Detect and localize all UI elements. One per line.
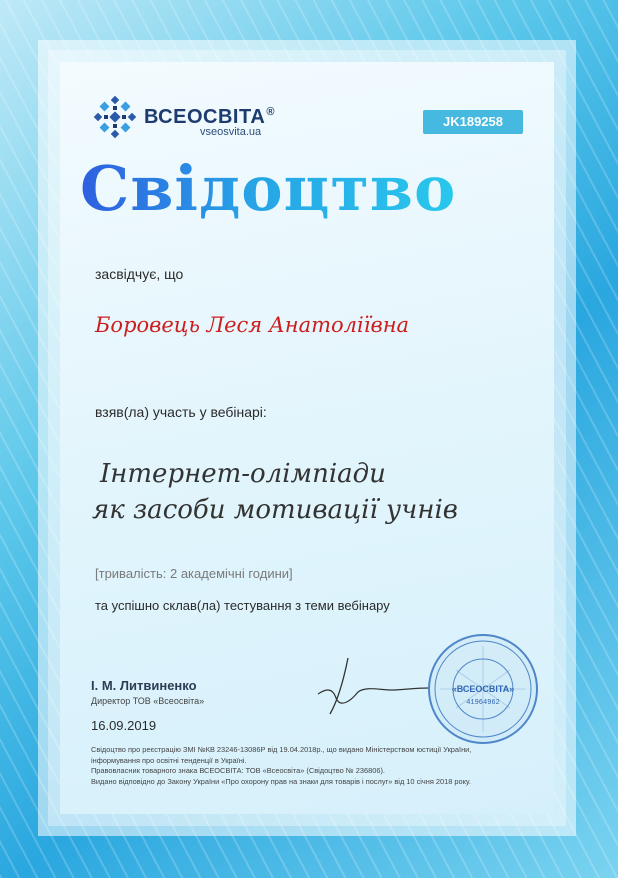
certificate-title: Свідоцтво <box>80 152 457 225</box>
certifies-text: засвідчує, що <box>95 266 184 282</box>
fine-print <box>91 745 551 787</box>
snowflake-ornament-icon <box>92 94 138 140</box>
director-name: І. М. Литвиненко <box>91 678 197 693</box>
fine-print-line: Свідоцтво про реєстрацію ЗМІ №КВ 23246-13086Р від 19.04.2018р., що видано Міністерством юстиції України, <box>91 745 472 754</box>
fine-print-line: Правовласник товарного знака ВСЕОСВІТА: ТОВ «Всеосвіта» (Свідоцтво № 236806). <box>91 766 385 775</box>
brand-name: ВСЕОСВІТА® <box>144 106 275 128</box>
director-signature <box>310 650 430 720</box>
certificate-id-badge: JK189258 <box>423 110 523 134</box>
fine-print-line: Видано відповідно до Закону України «Про охорону прав на знаки для товарів і послуг» від 10 січня 2018 року. <box>91 776 471 786</box>
webinar-title-line1: Інтернет-олімпіади <box>100 459 386 489</box>
brand-website[interactable]: vseosvita.ua <box>200 126 262 138</box>
webinar-title-line2: як засоби мотивації учнів <box>92 495 458 525</box>
issue-date: 16.09.2019 <box>91 718 157 733</box>
company-seal <box>426 632 540 746</box>
recipient-name: Боровець Леся Анатоліївна <box>95 313 410 337</box>
test-text: та успішно склав(ла) тестування з теми вебінару <box>95 598 390 613</box>
seal-code: 41964962 <box>466 699 500 707</box>
participation-text: взяв(ла) участь у вебінарі: <box>95 404 267 420</box>
duration-text: [тривалість: 2 академічні години] <box>95 566 293 581</box>
brand-logo[interactable] <box>92 94 275 140</box>
director-title: Директор ТОВ «Всеосвіта» <box>91 696 205 706</box>
seal-center-text: «ВСЕОСВІТА» <box>451 684 515 694</box>
webinar-title <box>92 456 458 528</box>
fine-print-line: інформування про освітні тенденції в Україні. <box>91 755 247 765</box>
